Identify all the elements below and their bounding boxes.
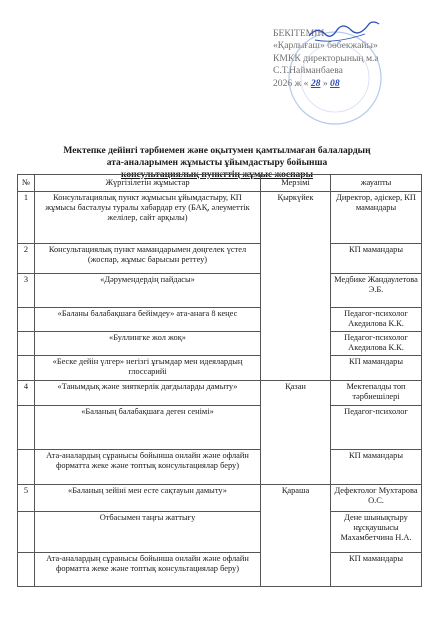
row-no — [18, 308, 35, 332]
row-no: 3 — [18, 274, 35, 308]
row-activity: «Баланың зейіні мен есте сақтауын дамыту» — [35, 485, 261, 512]
row-no: 4 — [18, 381, 35, 406]
row-no — [18, 406, 35, 450]
row-responsible: Педагог-психолог Акедилова К.К. — [331, 308, 422, 332]
row-responsible: КП мамандары — [331, 356, 422, 381]
row-term: Қыркүйек — [261, 192, 331, 381]
table-row — [18, 553, 422, 587]
row-no — [18, 553, 35, 587]
row-responsible: Педагог-психолог — [331, 406, 422, 450]
approval-date — [273, 78, 423, 90]
table-header-row — [18, 175, 422, 192]
header-no: № — [18, 175, 35, 192]
table-row — [18, 406, 422, 450]
table-row — [18, 485, 422, 512]
table-row — [18, 381, 422, 406]
row-term: Қазан — [261, 381, 331, 485]
title-line-1: Мектепке дейінгі тәрбиемен және оқытумен қамтылмаған балалардың — [63, 146, 371, 156]
row-activity: Ата-аналардың сұранысы бойынша онлайн және офлайн форматта жеке және топтық консультациялар беру) — [35, 553, 261, 587]
header-activity: Жүргізілетін жұмыстар — [35, 175, 261, 192]
row-activity: «Буллингке жол жоқ» — [35, 332, 261, 356]
approval-position: КМКК директорының м.а — [273, 52, 379, 64]
row-term: Қараша — [261, 485, 331, 587]
approval-name: С.Т.Найманбаева — [273, 65, 343, 77]
table-row — [18, 192, 422, 244]
row-responsible: КП мамандары — [331, 553, 422, 587]
row-responsible: КП мамандары — [331, 244, 422, 274]
row-no — [18, 332, 35, 356]
approval-date-sep: » — [322, 77, 328, 89]
row-activity: «Танымдық және зияткерлік дағдыларды дамыту» — [35, 381, 261, 406]
approval-block — [273, 28, 423, 90]
approval-title: БЕКІТЕМІН — [273, 28, 325, 39]
row-no — [18, 512, 35, 553]
approval-date-month: 08 — [330, 77, 340, 89]
table-row — [18, 274, 422, 308]
row-responsible: Мектепалды топ тәрбиешілері — [331, 381, 422, 406]
table-row — [18, 450, 422, 485]
work-plan-table — [17, 174, 422, 587]
row-responsible: Педагог-психолог Акедилова К.К. — [331, 332, 422, 356]
row-responsible: Дене шынықтыру нұсқаушысы Махамбетчина Н.А. — [331, 512, 422, 553]
approval-date-day: 28 — [310, 77, 321, 89]
row-activity: Консультациялық пункт мамандарымен дөңгелек үстел (жоспар, жұмыс барысын реттеу) — [35, 244, 261, 274]
table-row — [18, 332, 422, 356]
header-responsible: жауапты — [331, 175, 422, 192]
row-activity: «Дәрумендердің пайдасы» — [35, 274, 261, 308]
row-no — [18, 356, 35, 381]
header-term: Мерзімі — [261, 175, 331, 192]
row-activity: Отбасымен таңғы жаттығу — [35, 512, 261, 553]
row-activity: «Баланы балабақшаға бейімдеу» ата-анаға 8 кеңес — [35, 308, 261, 332]
row-activity: «Баланың балабақшаға деген сенімі» — [35, 406, 261, 450]
table-row — [18, 308, 422, 332]
approval-date-year: 2026 ж « — [273, 77, 309, 89]
row-responsible: Директор, әдіскер, КП мамандары — [331, 192, 422, 244]
row-no: 5 — [18, 485, 35, 512]
row-activity: Консультациялық пункт жұмысын ұйымдастыру, КП жұмысы басталуы туралы хабардар ету (БАҚ, әлеуметтік желілер, сайт арқылы) — [35, 192, 261, 244]
row-activity: «Беске дейін үлгер» негізгі ұғымдар мен идеялардың глоссарийі — [35, 356, 261, 381]
title-line-3: консультациялық пункттің жұмыс жоспары — [120, 169, 314, 180]
row-no: 2 — [18, 244, 35, 274]
table-row — [18, 512, 422, 553]
row-responsible: КП мамандары — [331, 450, 422, 485]
title-line-2: ата-аналарымен жұмысты ұйымдастыру бойынша — [106, 157, 328, 168]
row-responsible: Дефектолог Мухтарова О.С. — [331, 485, 422, 512]
row-no — [18, 450, 35, 485]
row-responsible: Медбике Жандаулетова Э.Б. — [331, 274, 422, 308]
table-row — [18, 356, 422, 381]
approval-org: «Қарлығаш» бөбекжайы» — [273, 40, 378, 52]
row-no: 1 — [18, 192, 35, 244]
row-activity: Ата-аналардың сұранысы бойынша онлайн және офлайн форматта жеке және топтық консультациялар беру) — [35, 450, 261, 485]
table-row — [18, 244, 422, 274]
